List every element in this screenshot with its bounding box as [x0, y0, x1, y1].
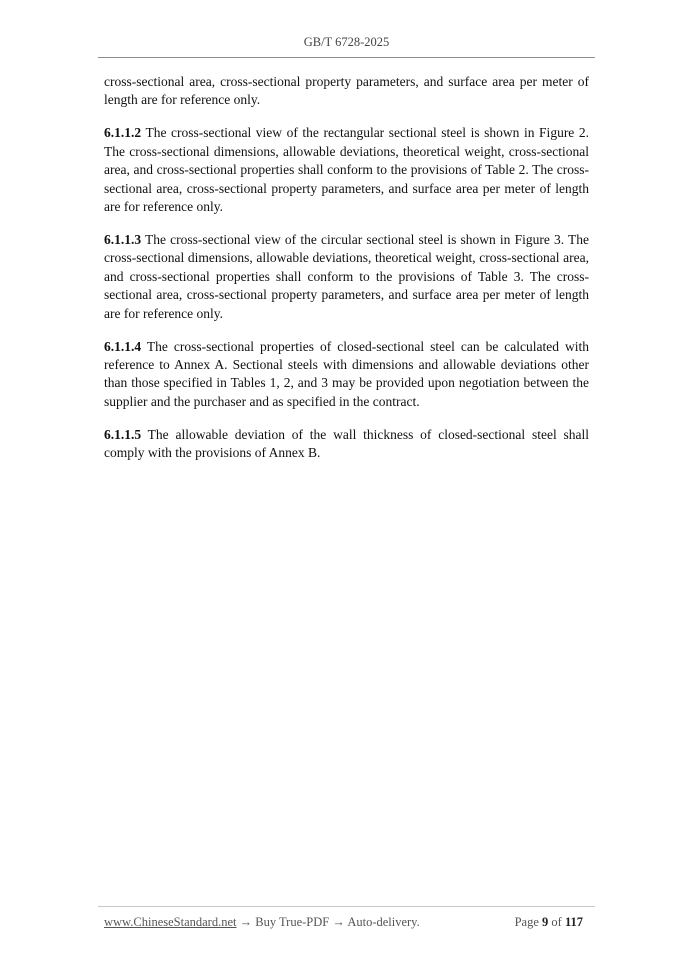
clause-number: 6.1.1.5	[104, 426, 142, 442]
auto-delivery-text: Auto-delivery.	[347, 915, 420, 929]
clause-number: 6.1.1.3	[104, 232, 142, 248]
header-divider	[98, 57, 595, 58]
clause-6-1-1-3	[104, 231, 589, 323]
page-number: 9	[542, 915, 549, 929]
document-header: GB/T 6728-2025	[303, 35, 390, 49]
paragraph-text: The allowable deviation of the wall thickness of closed-sectional steel shall comply with the provisions of Annex B.	[104, 426, 589, 461]
site-link[interactable]: www.ChineseStandard.net	[104, 915, 237, 929]
paragraph-text: The cross-sectional view of the rectangular sectional steel is shown in Figure 2. The cross-sectional dimensions, allowable deviations, theoretical weight, cross-sectional area, and cross-sectional properties shall conform to the provisions of Table 2. The cross-sectional area, cross-sectional property parameters, and surface area per meter of length are for reference only.	[104, 125, 589, 215]
paragraph-continuation	[104, 73, 589, 110]
footer-divider	[98, 906, 595, 907]
buy-pdf-text: Buy True-PDF	[255, 915, 330, 929]
arrow-icon: →	[332, 915, 345, 929]
page-body	[104, 73, 589, 477]
total-pages: 117	[564, 915, 583, 929]
page-indicator	[515, 915, 583, 930]
clause-6-1-1-5	[104, 426, 589, 463]
page-label: Page	[514, 915, 539, 929]
of-label: of	[551, 915, 562, 929]
paragraph-text: cross-sectional area, cross-sectional property parameters, and surface area per meter of length are for reference only.	[104, 74, 589, 108]
clause-6-1-1-4	[104, 338, 589, 412]
paragraph-text: The cross-sectional properties of closed-sectional steel can be calculated with reference to Annex A. Sectional steels with dimensions and allowable deviations other than those specified in Tables 1, 2, and 3 may be provided upon negotiation between the supplier and the purchaser and as specified in the contract.	[104, 338, 589, 409]
clause-number: 6.1.1.2	[104, 125, 142, 141]
footer-promo	[104, 915, 420, 930]
clause-6-1-1-2	[104, 124, 589, 216]
arrow-icon: →	[239, 915, 253, 929]
paragraph-text: The cross-sectional view of the circular sectional steel is shown in Figure 3. The cross-sectional dimensions, allowable deviations, theoretical weight, cross-sectional area, and cross-sectional properties shall conform to the provisions of Table 3. The cross-sectional area, cross-sectional property parameters, and surface area per meter of length are for reference only.	[104, 232, 589, 321]
clause-number: 6.1.1.4	[104, 338, 142, 354]
